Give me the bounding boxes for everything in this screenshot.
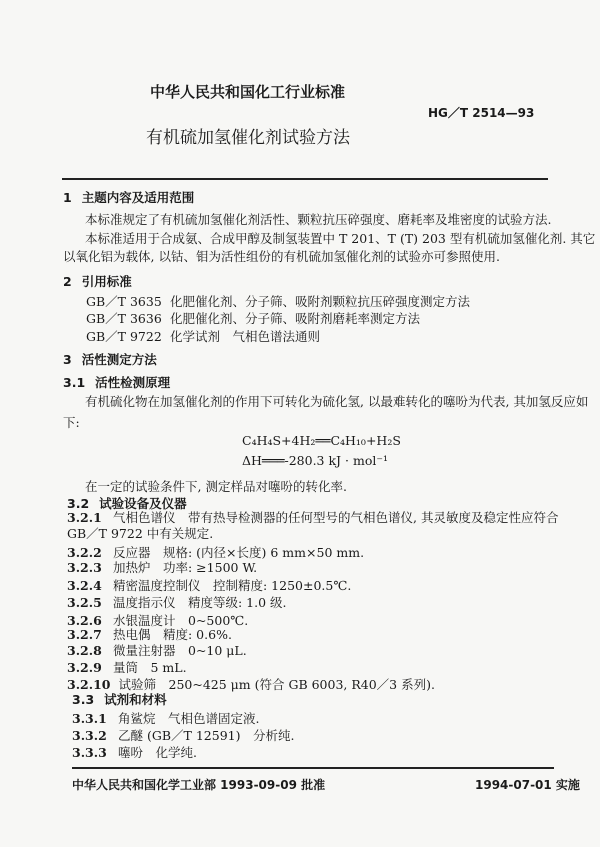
section-3-heading: 3 活性测定方法 — [63, 352, 157, 367]
paragraph: 下: — [63, 415, 80, 430]
section-3-1-heading: 3.1 活性检测原理 — [63, 375, 171, 390]
reference-item: GB／T 3635 化肥催化剂、分子筛、吸附剂颗粒抗压碎强度测定方法 — [86, 294, 471, 309]
reaction-equation: C₄H₄S+4H₂══C₄H₁₀+H₂S — [242, 433, 401, 448]
header-divider — [62, 178, 548, 180]
item-text: 温度指示仪 精度等级: 1.0 级. — [113, 595, 287, 610]
list-item — [67, 595, 287, 611]
item-text: 噻吩 化学纯. — [118, 745, 197, 760]
item-text: 乙醚 (GB／T 12591) 分析纯. — [118, 728, 295, 743]
item-text: GB／T 9722 中有关规定. — [67, 526, 214, 541]
item-number: 3.2.10 — [67, 677, 111, 692]
item-number: 3.2.9 — [67, 660, 102, 675]
footer-divider — [72, 767, 554, 769]
item-text: 热电偶 精度: 0.6%. — [113, 627, 232, 642]
item-number: 3.2.1 — [67, 510, 102, 525]
section-3-2-heading: 3.2 试验设备及仪器 — [67, 496, 187, 511]
list-item — [72, 745, 197, 761]
standard-code: HG／T 2514—93 — [428, 106, 535, 120]
paragraph: 在一定的试验条件下, 测定样品对噻吩的转化率. — [85, 479, 347, 494]
item-number: 3.2.2 — [67, 545, 102, 560]
list-item — [67, 560, 257, 576]
item-number: 3.2.3 — [67, 560, 102, 575]
list-item — [72, 728, 294, 744]
section-1-heading: 1 主题内容及适用范围 — [63, 190, 195, 205]
effective-date: 1994-07-01 实施 — [475, 778, 580, 792]
item-number: 3.2.6 — [67, 613, 102, 628]
section-3-3-heading: 3.3 试剂和材料 — [72, 692, 167, 707]
list-item — [67, 643, 247, 659]
item-text: 角鲨烷 气相色谱固定液. — [118, 711, 260, 726]
item-text: 试验筛 250~425 μm (符合 GB 6003, R40／3 系列). — [118, 677, 435, 692]
list-item — [67, 526, 213, 542]
issuing-org: 中华人民共和国化工行业标准 — [150, 83, 346, 101]
list-item — [67, 578, 351, 594]
item-text: 反应器 规格: (内径×长度) 6 mm×50 mm. — [113, 545, 365, 560]
reference-item: GB／T 9722 化学试剂 气相色谱法通则 — [86, 329, 321, 344]
item-number: 3.2.4 — [67, 578, 102, 593]
list-item — [72, 711, 259, 727]
item-text: 加热炉 功率: ≥1500 W. — [113, 560, 258, 575]
enthalpy-equation: ΔH═══-280.3 kJ · mol⁻¹ — [242, 453, 388, 468]
item-number: 3.3.1 — [72, 711, 107, 726]
list-item — [67, 510, 558, 526]
item-text: 量筒 5 mL. — [113, 660, 187, 675]
list-item — [67, 677, 435, 693]
paragraph: 本标准规定了有机硫加氢催化剂活性、颗粒抗压碎强度、磨耗率及堆密度的试验方法. — [85, 212, 552, 227]
list-item — [67, 660, 187, 676]
item-number: 3.2.8 — [67, 643, 102, 658]
item-number: 3.2.5 — [67, 595, 102, 610]
paragraph: 以氧化铝为载体, 以钴、钼为活性组份的有机硫加氢催化剂的试验亦可参照使用. — [63, 249, 500, 264]
section-2-heading: 2 引用标准 — [63, 274, 132, 289]
item-number: 3.3.3 — [72, 745, 107, 760]
item-number: 3.2.7 — [67, 627, 102, 642]
reference-item: GB／T 3636 化肥催化剂、分子筛、吸附剂磨耗率测定方法 — [86, 311, 421, 326]
item-text: 水银温度计 0~500℃. — [113, 613, 249, 628]
item-number: 3.3.2 — [72, 728, 107, 743]
document-title: 有机硫加氢催化剂试验方法 — [146, 128, 350, 148]
list-item — [67, 627, 232, 643]
list-item — [67, 545, 364, 561]
item-text: 微量注射器 0~10 μL. — [113, 643, 247, 658]
paragraph: 本标准适用于合成氨、合成甲醇及制氢装置中 T 201、T (T) 203 型有机硫加氢催化剂. 其它 — [85, 231, 596, 246]
approval-date: 中华人民共和国化学工业部 1993-09-09 批准 — [72, 778, 326, 792]
item-text: 气相色谱仪 带有热导检测器的任何型号的气相色谱仪, 其灵敏度及稳定性应符合 — [113, 510, 559, 525]
item-text: 精密温度控制仪 控制精度: 1250±0.5℃. — [113, 578, 352, 593]
paragraph: 有机硫化物在加氢催化剂的作用下可转化为硫化氢, 以最难转化的噻吩为代表, 其加氢反应如 — [85, 394, 589, 409]
